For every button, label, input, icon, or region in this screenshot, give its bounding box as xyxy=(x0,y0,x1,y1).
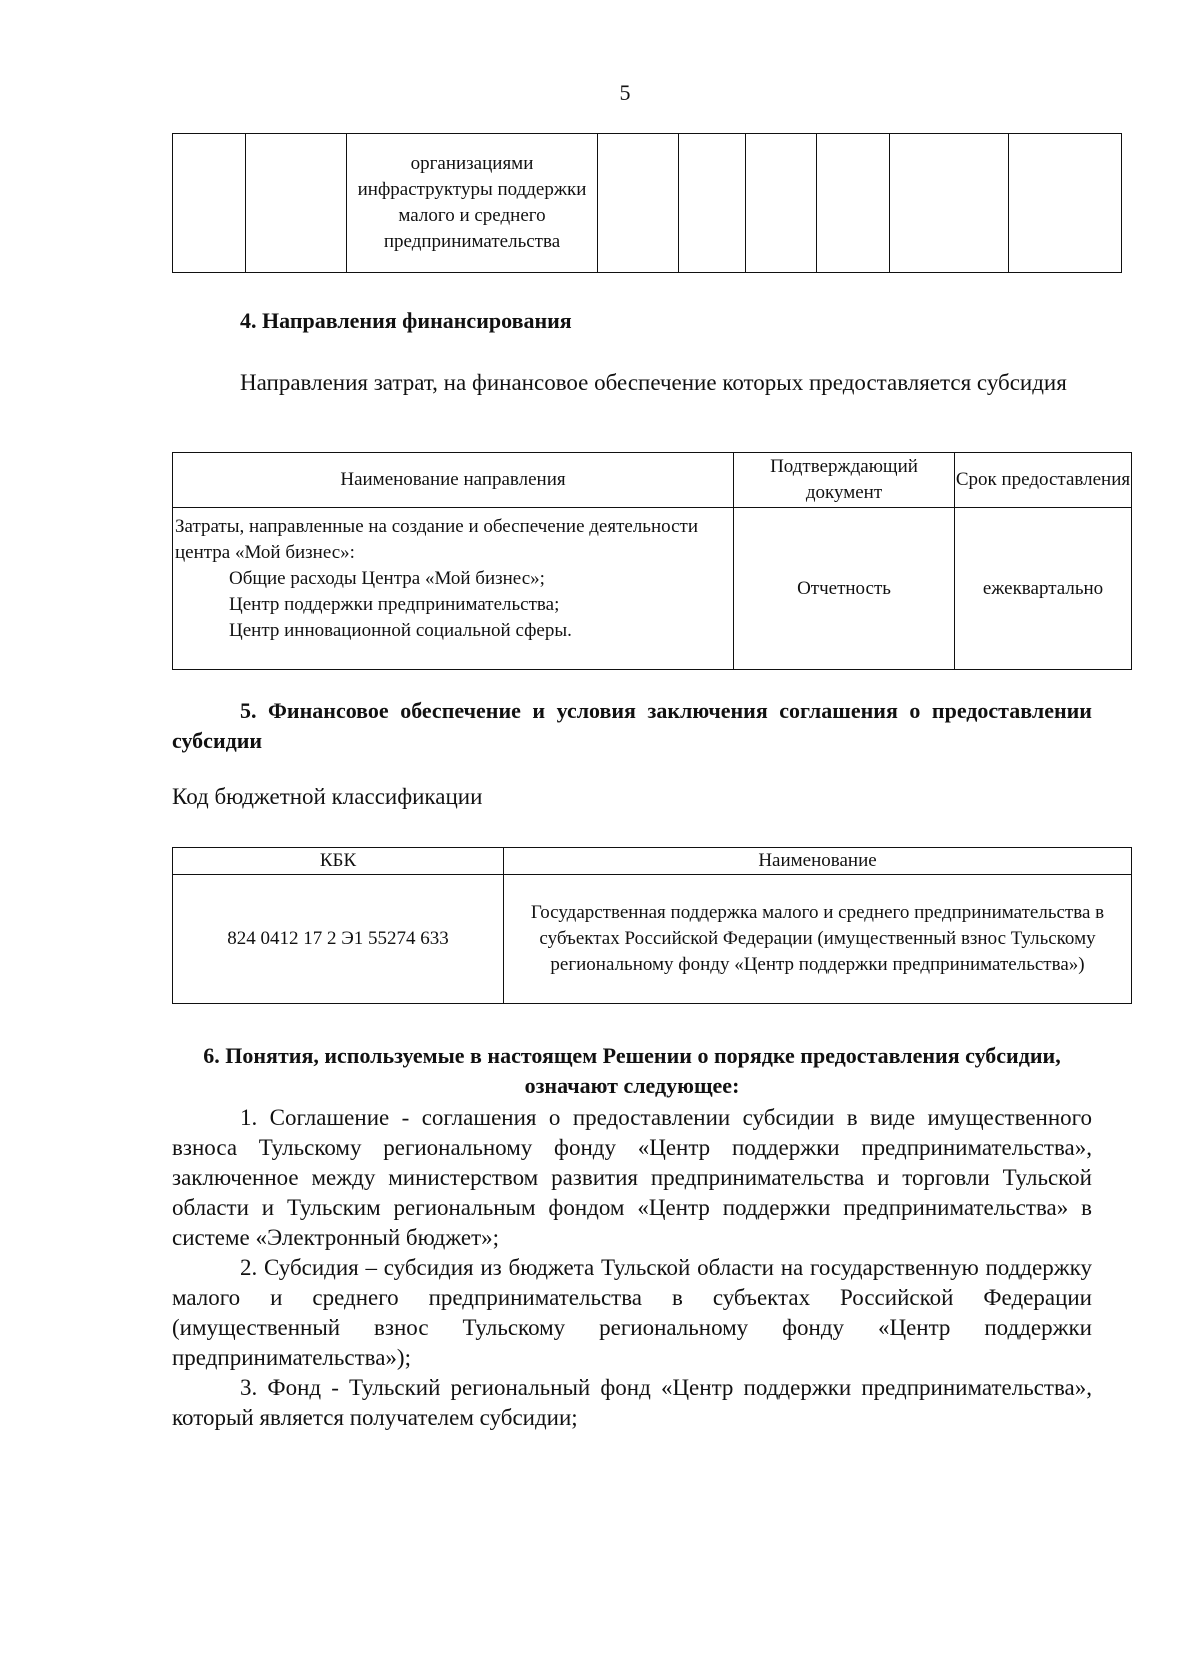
section4-intro: Направления затрат, на финансовое обеспечение которых предоставляется субсидия xyxy=(240,370,1067,395)
definition-item: 3. Фонд - Тульский региональный фонд «Центр поддержки предпринимательства», который является получателем субсидии; xyxy=(172,1375,1092,1430)
kbk-name: Государственная поддержка малого и среднего предпринимательства в субъектах Российской Федерации (имущественный взнос Тульскому региональному фонду «Центр поддержки предпринимательства») xyxy=(504,875,1132,1004)
definition-item: 1. Соглашение - соглашения о предоставлении субсидии в виде имущественного взноса Тульскому региональному фонду «Центр поддержки предпринимательства», заключенное между министерством развития предпринимательства и торговли Тульской области и Тульским региональным фондом «Центр поддержки предпринимательства» в системе «Электронный бюджет»; xyxy=(172,1105,1092,1250)
kbk-header-code: КБК xyxy=(173,848,504,875)
continuation-table xyxy=(172,133,1122,273)
empty-cell xyxy=(890,134,1009,273)
definition-item: 2. Субсидия – субсидия из бюджета Тульской области на государственную поддержку малого и среднего предпринимательства в субъектах Российской Федерации (имущественный взнос Тульскому региональному фонду «Центр поддержки предпринимательства»); xyxy=(172,1255,1092,1370)
directions-header-term: Срок предоставления xyxy=(955,453,1132,508)
continuation-text: организациями инфраструктуры поддержки малого и среднего предпринимательства xyxy=(347,134,598,273)
directions-table xyxy=(172,452,1132,670)
direction-description xyxy=(173,508,734,670)
directions-header-name: Наименование направления xyxy=(173,453,734,508)
direction-main: Затраты, направленные на создание и обеспечение деятельности центра «Мой бизнес»: xyxy=(175,516,699,563)
page-number: 5 xyxy=(619,80,631,105)
kbk-header-name: Наименование xyxy=(504,848,1132,875)
empty-cell xyxy=(817,134,890,273)
direction-document: Отчетность xyxy=(734,508,955,670)
definitions-list xyxy=(172,1103,1092,1433)
directions-header-document: Подтверждающий документ xyxy=(734,453,955,508)
section4-heading: 4. Направления финансирования xyxy=(240,308,572,333)
empty-cell xyxy=(746,134,817,273)
empty-cell xyxy=(1009,134,1122,273)
direction-term: ежеквартально xyxy=(955,508,1132,670)
section5-heading: 5. Финансовое обеспечение и условия заключения соглашения о предоставлении субсидии xyxy=(172,698,1092,753)
kbk-code: 824 0412 17 2 Э1 55274 633 xyxy=(173,875,504,1004)
direction-item: Центр инновационной социальной сферы. xyxy=(229,620,572,641)
kbk-table xyxy=(172,847,1132,1004)
section6-heading: 6. Понятия, используемые в настоящем Решении о порядке предоставления субсидии, означают следующее: xyxy=(203,1043,1061,1098)
empty-cell xyxy=(173,134,246,273)
empty-cell xyxy=(679,134,746,273)
kbk-caption: Код бюджетной классификации xyxy=(172,784,483,809)
direction-item: Центр поддержки предпринимательства; xyxy=(229,594,560,615)
direction-item: Общие расходы Центра «Мой бизнес»; xyxy=(229,568,545,589)
empty-cell xyxy=(598,134,679,273)
empty-cell xyxy=(246,134,347,273)
